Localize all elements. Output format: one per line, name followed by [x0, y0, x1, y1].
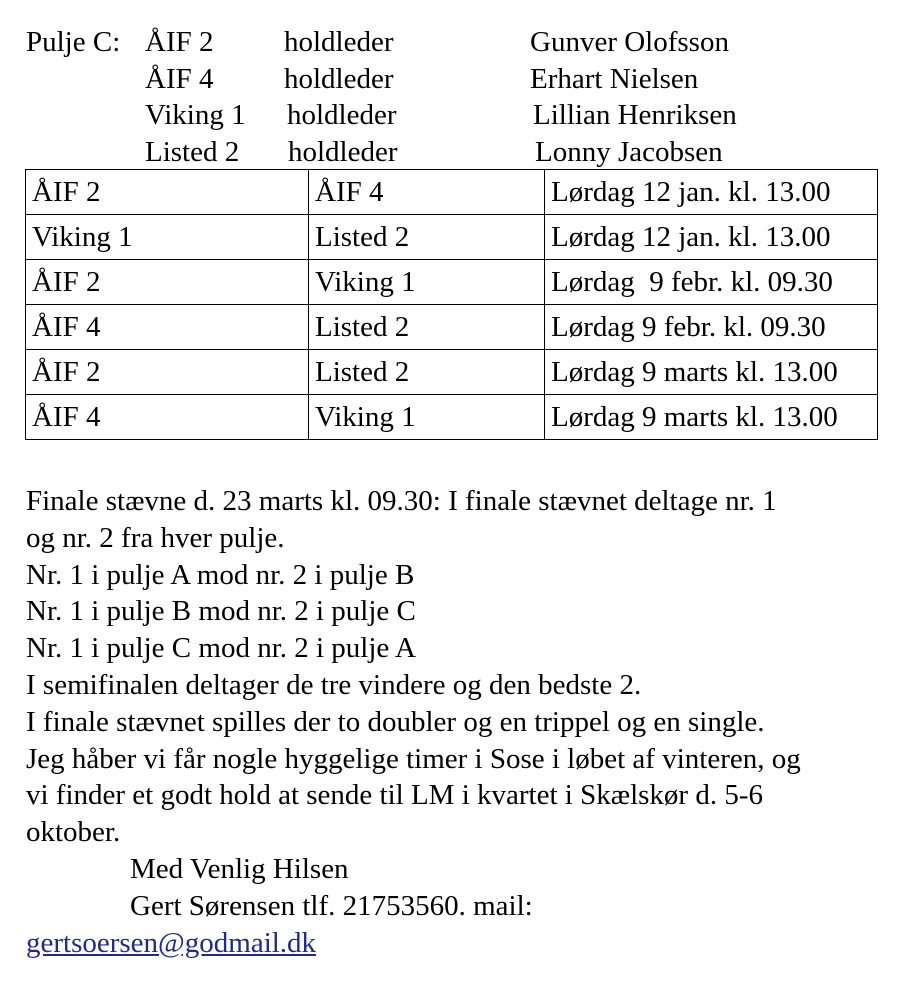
paragraph-line: vi finder et godt hold at sende til LM i kvartet i Skælskør d. 5-6 — [26, 779, 763, 812]
paragraph-line: og nr. 2 fra hver pulje. — [26, 521, 285, 554]
match-date-cell: Lørdag 9 marts kl. 13.00 — [545, 395, 878, 440]
email-line — [26, 925, 886, 962]
pulje-role: holdleder — [284, 26, 394, 58]
home-team-cell: Viking 1 — [26, 215, 309, 260]
pulje-label: Pulje C: — [26, 26, 121, 58]
table-row — [26, 215, 878, 260]
pulje-team: ÅIF 4 — [145, 62, 214, 95]
table-row — [26, 170, 878, 215]
pulje-leader-name: Lillian Henriksen — [533, 99, 737, 132]
away-team-cell: Viking 1 — [309, 395, 545, 440]
paragraph-line: I finale stævnet spilles der to doubler og en trippel og en single. — [26, 705, 765, 738]
away-team-cell: ÅIF 4 — [309, 170, 545, 215]
home-team-cell: ÅIF 4 — [26, 305, 309, 350]
table-row — [26, 260, 878, 305]
match-date-cell: Lørdag 9 febr. kl. 09.30 — [545, 260, 878, 305]
pulje-team: ÅIF 2 — [145, 26, 214, 58]
pulje-role: holdleder — [287, 99, 397, 132]
pulje-role: holdleder — [284, 62, 394, 95]
paragraph-line: Nr. 1 i pulje B mod nr. 2 i pulje C — [26, 595, 416, 628]
away-team-cell: Viking 1 — [309, 260, 545, 305]
email-link[interactable]: gertsoersen@godmail.dk — [26, 926, 317, 959]
home-team-cell: ÅIF 2 — [26, 350, 309, 395]
pulje-leader-name: Lonny Jacobsen — [535, 136, 723, 169]
table-row — [26, 350, 878, 395]
paragraph-line: Nr. 1 i pulje A mod nr. 2 i pulje B — [26, 558, 415, 591]
match-date-cell: Lørdag 9 marts kl. 13.00 — [545, 350, 878, 395]
paragraph-line: Jeg håber vi får nogle hyggelige timer i Sose i løbet af vinteren, og — [26, 742, 801, 775]
match-date-cell: Lørdag 12 jan. kl. 13.00 — [545, 170, 878, 215]
signature: Gert Sørensen tlf. 21753560. mail: — [130, 889, 533, 922]
away-team-cell: Listed 2 — [309, 215, 545, 260]
paragraph-line: oktober. — [26, 816, 121, 849]
pulje-row — [26, 24, 876, 61]
table-row — [26, 305, 878, 350]
pulje-row — [26, 61, 876, 98]
match-schedule-table — [25, 169, 878, 440]
pulje-header — [26, 24, 876, 171]
pulje-leader-name: Gunver Olofsson — [530, 26, 729, 58]
home-team-cell: ÅIF 2 — [26, 170, 309, 215]
table-row — [26, 395, 878, 440]
paragraph-line: I semifinalen deltager de tre vindere og den bedste 2. — [26, 668, 642, 701]
pulje-team: Viking 1 — [145, 99, 246, 132]
body-text — [26, 483, 886, 961]
match-date-cell: Lørdag 12 jan. kl. 13.00 — [545, 215, 878, 260]
pulje-row — [26, 134, 876, 171]
pulje-leader-name: Erhart Nielsen — [530, 62, 699, 95]
paragraph-line: Finale stævne d. 23 marts kl. 09.30: I finale stævnet deltage nr. 1 — [26, 485, 777, 517]
greeting: Med Venlig Hilsen — [130, 852, 349, 885]
home-team-cell: ÅIF 4 — [26, 395, 309, 440]
pulje-row — [26, 97, 876, 134]
away-team-cell: Listed 2 — [309, 350, 545, 395]
home-team-cell: ÅIF 2 — [26, 260, 309, 305]
match-date-cell: Lørdag 9 febr. kl. 09.30 — [545, 305, 878, 350]
away-team-cell: Listed 2 — [309, 305, 545, 350]
pulje-team: Listed 2 — [145, 136, 240, 169]
pulje-role: holdleder — [288, 136, 398, 169]
paragraph-line: Nr. 1 i pulje C mod nr. 2 i pulje A — [26, 632, 416, 665]
